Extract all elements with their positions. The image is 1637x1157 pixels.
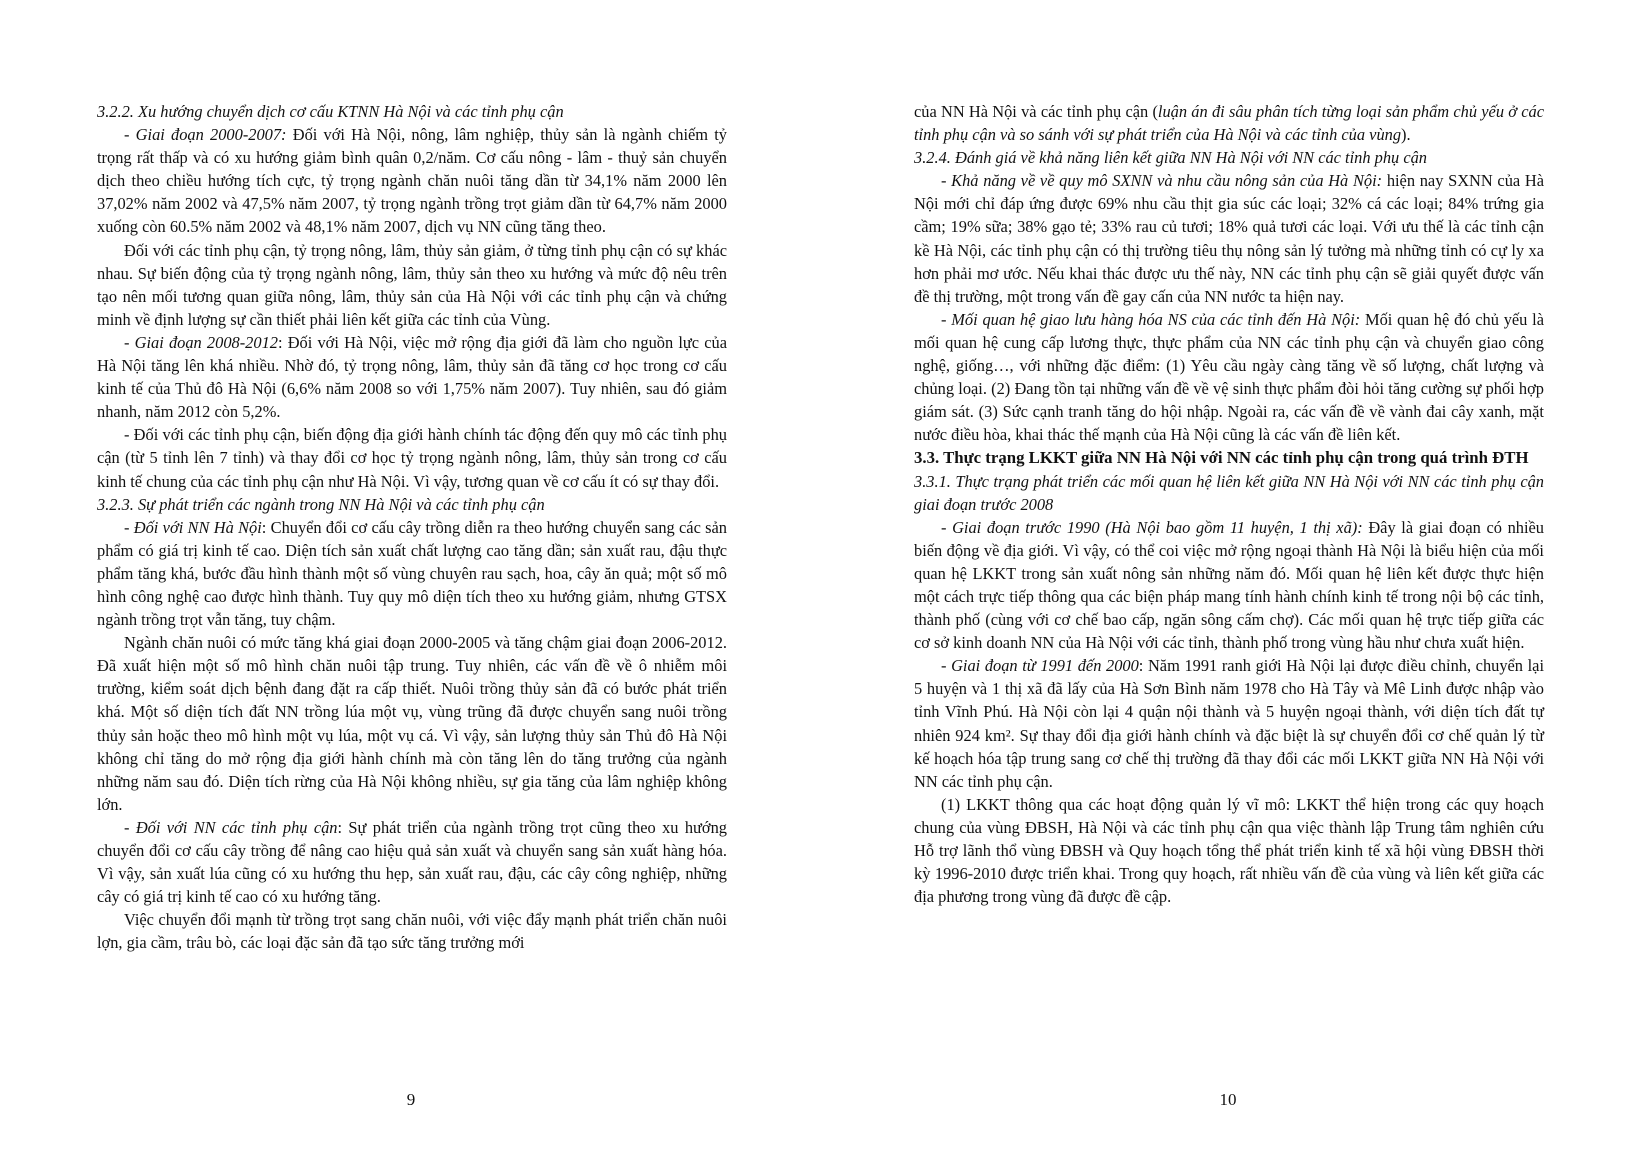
paragraph-label: - Giai đoạn trước 1990 (Hà Nội bao gồm 11 huyện, 1 thị xã): xyxy=(941,517,1363,537)
paragraph-end: ). xyxy=(1401,125,1411,145)
paragraph-provinces-agriculture xyxy=(97,816,727,908)
paragraph-label: - Mối quan hệ giao lưu hàng hóa NS của các tỉnh đến Hà Nội: xyxy=(941,309,1361,329)
section-heading-3-2-4: 3.2.4. Đánh giá về khả năng liên kết giữa NN Hà Nội với NN các tỉnh phụ cận xyxy=(914,148,1427,168)
paragraph-period-before-1990 xyxy=(914,516,1544,655)
left-page xyxy=(97,100,727,954)
section-heading-3-2-2: 3.2.2. Xu hướng chuyển dịch cơ cấu KTNN Hà Nội và các tỉnh phụ cận xyxy=(97,102,564,121)
paragraph-text: Đối với Hà Nội, nông, lâm nghiệp, thủy sản là ngành chiếm tỷ trọng rất thấp và có xu hướng giảm bình quân 0,2/năm. Cơ cấu nông - lâm - thuỷ sản chuyển dịch theo chiều hướng tích cực, tỷ trọng ngành chăn nuôi tăng dần từ 34,1% năm 2000 lên 37,02% năm 2002 và 47,5% năm 2007, tỷ trọng ngành trồng trọt giảm dần từ 64,7% năm 2000 xuống còn 60.5% năm 2002 và 48,1% năm 2007, dịch vụ NN cũng tăng theo. xyxy=(97,125,727,237)
paragraph-label: - Đối với NN Hà Nội xyxy=(124,517,262,537)
paragraph-production-scale xyxy=(914,169,1544,308)
paragraph-label: - Đối với NN các tỉnh phụ cận xyxy=(124,817,338,837)
paragraph-label: - Giai đoạn từ 1991 đến 2000 xyxy=(941,656,1139,676)
paragraph-text: : Chuyển đổi cơ cấu cây trồng diễn ra theo hướng chuyển sang các sản phẩm có giá trị kinh tế cao. Diện tích sản xuất chất lượng cao tăng dần; sản xuất rau, đậu thực phẩm tăng khá, bước đầu hình thành một số vùng chuyên rau sạch, hoa, cây ăn quả; một số mô hình công nghệ cao được hình thành. Tuy quy mô diện tích theo xu hướng giảm, nhưng GTSX ngành trồng trọt vẫn tăng, tuy chậm. xyxy=(97,517,728,630)
section-heading-3-2-3: 3.2.3. Sự phát triển các ngành trong NN Hà Nội và các tỉnh phụ cận xyxy=(97,494,545,514)
section-heading-3-3: 3.3. Thực trạng LKKT giữa NN Hà Nội với NN các tỉnh phụ cận trong quá trình ĐTH xyxy=(914,448,1529,468)
paragraph-text: : Đối với Hà Nội, việc mở rộng địa giới đã làm cho nguồn lực của Hà Nội tăng lên khá nhiều. Nhờ đó, tỷ trọng nông, lâm, thủy sản đã tăng cơ học trong cơ cấu kinh tế của Thủ đô Hà Nội (6,6% năm 2008 so với 1,75% năm 2007). Tuy nhiên, sau đó giảm nhanh, năm 2012 còn 5,2%. xyxy=(97,332,727,422)
paragraph-text: : Năm 1991 ranh giới Hà Nội lại được điều chỉnh, chuyển lại 5 huyện và 1 thị xã đã lấy của Hà Sơn Bình năm 1978 cho Hà Tây và Mê Linh được nhập vào tỉnh Vĩnh Phú. Hà Nội còn lại 4 quận nội thành và 5 huyện ngoại thành, với diện tích đất tự nhiên 924 km². Sự thay đổi địa giới hành chính và đặc biệt là sự chuyển đổi cơ chế quản lý từ kế hoạch hóa tập trung sang cơ chế thị trường đã thay đổi các mối LKKT giữa NN Hà Nội với NN các tỉnh phụ cận. xyxy=(914,656,1545,791)
paragraph-text: Mối quan hệ đó chủ yếu là mối quan hệ cung cấp lương thực, thực phẩm của NN các tỉnh phụ cận và chuyển giao công nghệ, giống…, với những đặc điểm: (1) Yêu cầu ngày càng tăng về số lượng, chất lượng và chủng loại. (2) Đang tồn tại những vấn đề về vệ sinh thực phẩm đòi hỏi tăng cường sự phối hợp giám sát. (3) Sức cạnh tranh tăng do hội nhập. Ngoài ra, các vấn đề về vành đai cây xanh, mặt nước điều hòa, khai thác thế mạnh của Hà Nội cũng là các vấn đề liên kết. xyxy=(914,309,1544,445)
paragraph-provinces-boundary: - Đối với các tỉnh phụ cận, biến động địa giới hành chính tác động đến quy mô các tỉnh phụ cận (từ 5 tỉnh lên 7 tỉnh) và thay đổi cơ học tỷ trọng ngành nông, lâm, thủy sản trong cơ cấu kinh tế chung của các tỉnh phụ cận như Hà Nội. Vì vậy, tương quan về cơ cấu ít có sự thay đổi. xyxy=(97,425,727,491)
page-number-left: 9 xyxy=(406,1090,416,1109)
paragraph-label: - Giai đoạn 2008-2012 xyxy=(124,332,278,352)
paragraph-period-2008-2012 xyxy=(97,331,727,423)
paragraph-text: hiện nay SXNN của Hà Nội mới chỉ đáp ứng được 69% nhu cầu thịt gia súc các loại; 32% cá các loại; 84% trứng gia cầm; 19% sữa; 38% gạo tẻ; 33% rau củ tươi; 18% quả tươi các loại. Với ưu thế là các tỉnh cận kề Hà Nội, các tỉnh phụ cận có thị trường tiêu thụ nông sản lý tưởng mà những tỉnh có cự ly xa hơn phải mơ ước. Nếu khai thác được ưu thế này, NN các tỉnh phụ cận sẽ giải quyết được vấn đề thị trường, một trong vấn đề gay cấn của NN nước ta hiện nay. xyxy=(914,171,1544,306)
paragraph-text: : Sự phát triển của ngành trồng trọt cũng theo xu hướng chuyển đổi cơ cấu cây trồng để nâng cao hiệu quả sản xuất và chuyển sang sản xuất hàng hóa. Vì vậy, sản xuất lúa cũng có xu hướng thu hẹp, sản xuất rau, đậu, các cây công nghiệp, những cây có giá trị kinh tế cao có xu hướng tăng. xyxy=(97,817,727,907)
right-page xyxy=(914,100,1544,908)
paragraph-period-2000-2007 xyxy=(97,123,727,238)
paragraph-continuation xyxy=(914,100,1544,146)
paragraph-period-1991-2000 xyxy=(914,654,1544,793)
paragraph-livestock: Ngành chăn nuôi có mức tăng khá giai đoạn 2000-2005 và tăng chậm giai đoạn 2006-2012. Đã xuất hiện một số mô hình chăn nuôi tập trung. Tuy nhiên, các vấn đề về ô nhiễm môi trường, kiểm soát dịch bệnh đang đặt ra cấp thiết. Nuôi trồng thủy sản đã có bước phát triển khá. Một số diện tích đất NN trồng lúa một vụ, vùng trũng đã được chuyển sang nuôi trồng thủy sản hoặc theo mô hình một vụ lúa, một vụ cá. Vì vậy, sản lượng thủy sản Thủ đô Hà Nội không chỉ tăng do mở rộng địa giới hành chính mà còn tăng lên do tăng trưởng của ngành những năm sau đó. Diện tích rừng của Hà Nội không nhiều, sự gia tăng của lâm nghiệp không lớn. xyxy=(97,633,727,814)
paragraph-text: của NN Hà Nội và các tỉnh phụ cận ( xyxy=(914,102,1158,121)
paragraph-text: Đây là giai đoạn có nhiều biến động về địa giới. Vì vậy, có thể coi việc mở rộng ngoại thành Hà Nội là biểu hiện của mối quan hệ LKKT trong sản xuất nông sản những năm đó. Mối quan hệ liên kết được thực hiện một cách trực tiếp thông qua các biện pháp mang tính hành chính kinh tế trong nội bộ các tỉnh, thành phố (cùng với cơ chế bao cấp, ngăn sông cấm chợ). Các mối quan hệ trực tiếp giữa các cơ sở kinh doanh NN của Hà Nội với các tỉnh, thành phố trong vùng hầu như chưa xuất hiện. xyxy=(914,517,1544,653)
section-heading-3-3-1: 3.3.1. Thực trạng phát triển các mối quan hệ liên kết giữa NN Hà Nội với NN các tỉnh phụ cận giai đoạn trước 2008 xyxy=(914,471,1544,514)
paragraph-nearby-provinces: Đối với các tỉnh phụ cận, tỷ trọng nông, lâm, thủy sản giảm, ở từng tỉnh phụ cận có sự khác nhau. Sự biến động của tỷ trọng ngành nông, lâm, thủy sản theo xu hướng và mức độ nêu trên tạo nên mối tương quan giữa nông, lâm, thủy sản của Hà Nội với các tỉnh phụ cận và chứng minh về định lượng sự cần thiết phải liên kết giữa các tỉnh của Vùng. xyxy=(97,240,727,329)
paragraph-italic-note: luận án đi sâu phân tích từng loại sản phẩm chủ yếu ở các tỉnh phụ cận và so sánh với sự phát triển của Hà Nội và các tỉnh của vùng xyxy=(914,102,1544,145)
paragraph-label: - Khả năng về về quy mô SXNN và nhu cầu nông sản của Hà Nội: xyxy=(941,171,1383,191)
paragraph-hanoi-agriculture xyxy=(97,516,727,631)
paragraph-macro-management: (1) LKKT thông qua các hoạt động quản lý vĩ mô: LKKT thể hiện trong các quy hoạch chung của vùng ĐBSH, Hà Nội và các tỉnh phụ cận qua việc thành lập Trung tâm nghiên cứu Hỗ trợ lãnh thổ vùng ĐBSH và Quy hoạch tổng thể phát triển kinh tế xã hội vùng ĐBSH thời kỳ 1996-2010 được triển khai. Trong quy hoạch, rất nhiều vấn đề của vùng và liên kết giữa các địa phương trong vùng đã được đề cập. xyxy=(914,794,1544,907)
paragraph-trade-relations xyxy=(914,308,1544,447)
paragraph-label: - Giai đoạn 2000-2007: xyxy=(124,125,287,145)
page-number-right: 10 xyxy=(1219,1090,1237,1109)
paragraph-shift-to-livestock: Việc chuyển đổi mạnh từ trồng trọt sang chăn nuôi, với việc đẩy mạnh phát triển chăn nuôi lợn, gia cầm, trâu bò, các loại đặc sản đã tạo sức tăng trưởng mới xyxy=(97,910,727,953)
